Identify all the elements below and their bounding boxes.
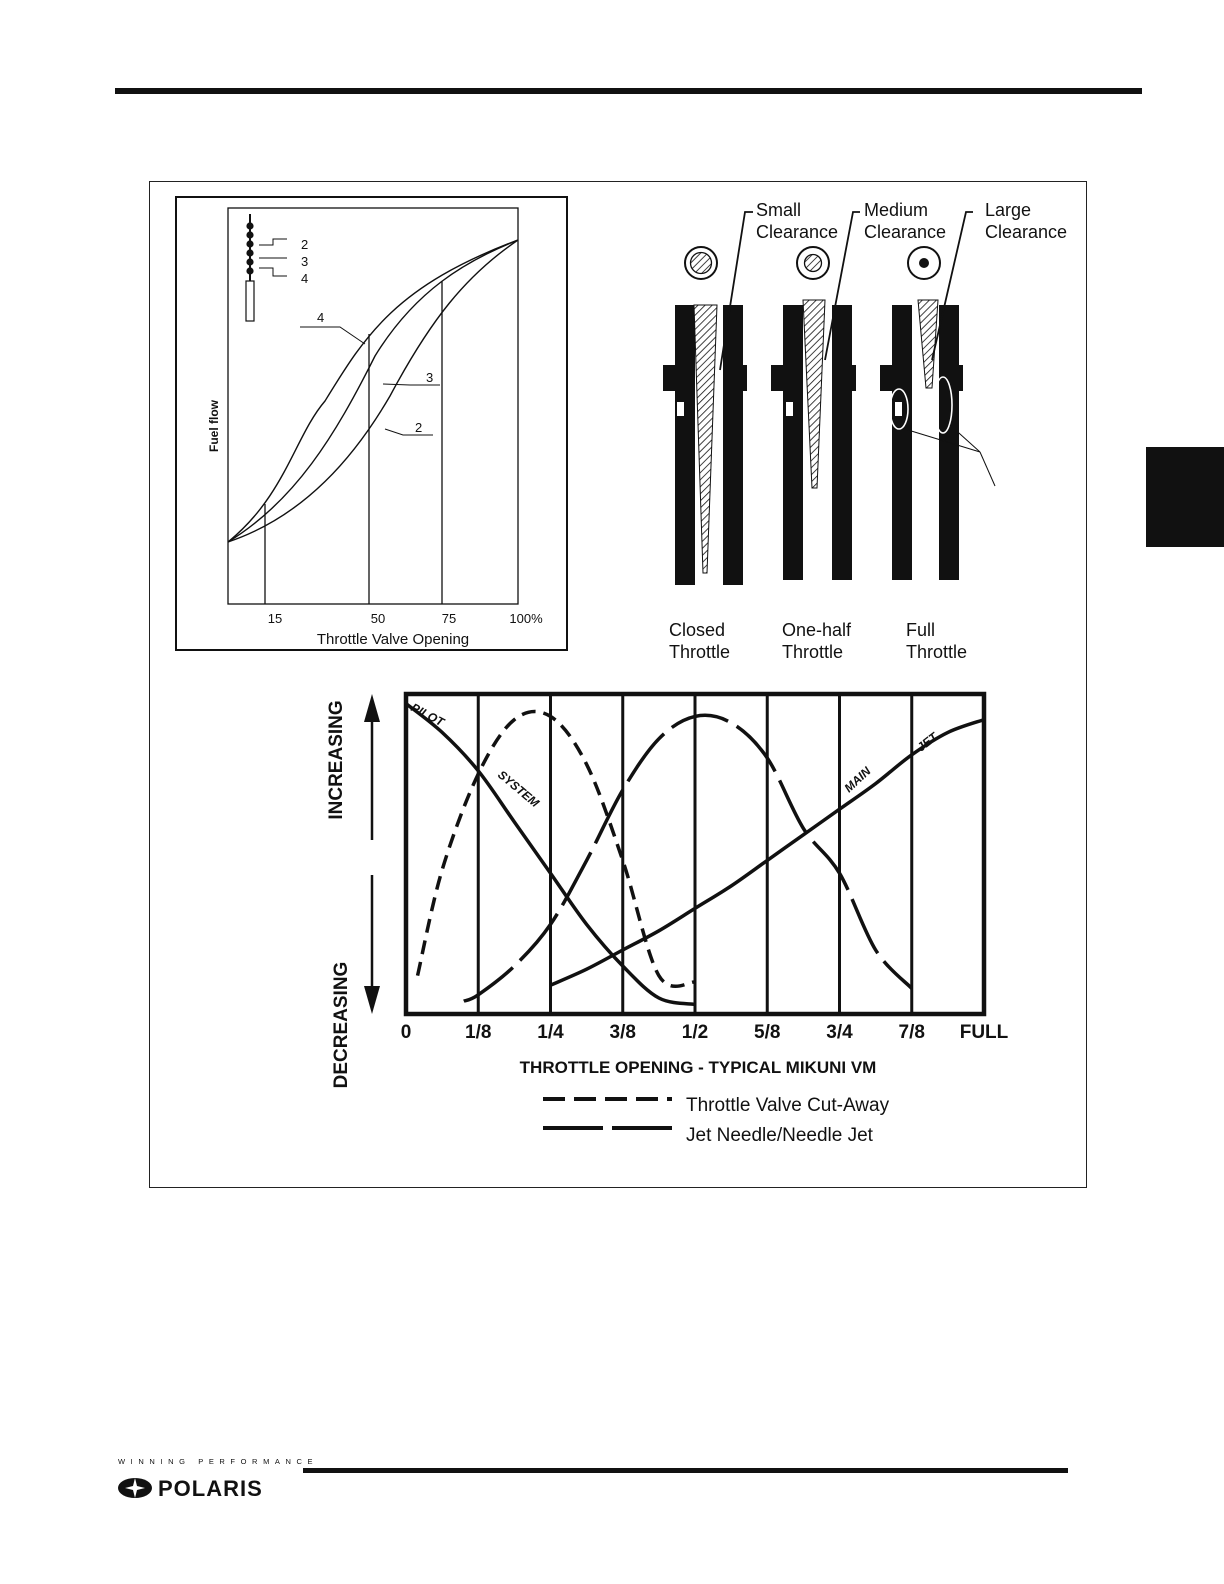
series-line-1: [418, 712, 695, 987]
main-x-label: THROTTLE OPENING - TYPICAL MIKUNI VM: [519, 1058, 877, 1077]
inset-plot-border: [228, 208, 518, 604]
throttle-full-line1: Full: [906, 620, 936, 640]
throttle-closed-line1: Closed: [669, 620, 726, 640]
brand-tagline: WINNING PERFORMANCE: [118, 1457, 319, 1466]
x-tick-label: 3/4: [826, 1022, 853, 1043]
x-tick-label: 1/2: [681, 1022, 709, 1043]
needle-closed-throttle: [663, 247, 747, 585]
x-tick-label: FULL: [959, 1022, 1009, 1043]
x-tick-label: 5/8: [754, 1022, 781, 1043]
x-tick-label: 0: [400, 1022, 412, 1043]
needle-position-arrows: [259, 239, 287, 276]
brand-logo: [116, 1474, 306, 1502]
throttle-half-line2: Throttle: [782, 642, 844, 662]
increasing-arrow: [364, 694, 380, 840]
series-line-2: [464, 715, 912, 1001]
y-label-decreasing: DECREASING: [331, 961, 352, 1089]
label-pilot: PILOT: [408, 700, 447, 730]
throttle-half-line1: One-half: [782, 620, 852, 640]
legend-needle-label: Jet Needle/Needle Jet: [686, 1125, 873, 1146]
curve-label-4: 4: [317, 310, 325, 325]
curve-label-3: 3: [426, 370, 434, 385]
inset-tick-75: 75: [441, 611, 457, 626]
label-jet: JET: [914, 729, 941, 755]
inset-curve-2: [228, 240, 518, 542]
needle-half-throttle: [771, 247, 856, 580]
clearance-small-line2: Clearance: [756, 222, 839, 242]
main-x-ticks: [401, 1022, 1009, 1043]
bottom-rule: [303, 1468, 1068, 1473]
leader-curve-2: [385, 429, 433, 435]
clearance-medium-line2: Clearance: [864, 222, 947, 242]
inset-x-label: Throttle Valve Opening: [316, 631, 470, 648]
inset-tick-15: 15: [267, 611, 283, 626]
inset-tick-50: 50: [370, 611, 386, 626]
label-system: SYSTEM: [495, 767, 542, 811]
throttle-opening-chart: [300, 680, 1020, 1170]
curve-label-2: 2: [415, 420, 423, 435]
brand-name: POLARIS: [158, 1476, 263, 1501]
inset-y-label: Fuel flow: [207, 400, 221, 452]
x-tick-label: 1/4: [537, 1022, 564, 1043]
x-tick-label: 1/8: [465, 1022, 492, 1043]
clearance-small-line1: Small: [756, 200, 802, 220]
clearance-medium-line1: Medium: [864, 200, 929, 220]
needle-icon: [246, 214, 254, 321]
needle-position-4: 4: [301, 271, 309, 286]
label-main: MAIN: [841, 764, 874, 796]
needle-position-2: 2: [301, 237, 309, 252]
inset-tick-100: 100%: [509, 611, 543, 626]
needle-position-3: 3: [301, 254, 309, 269]
polaris-star-icon: [118, 1478, 152, 1498]
section-tab: [1146, 447, 1224, 547]
legend-cutaway-label: Throttle Valve Cut-Away: [686, 1095, 890, 1116]
leader-curve-4: [300, 327, 365, 344]
top-rule: [115, 88, 1142, 94]
needle-full-throttle: [880, 247, 963, 580]
throttle-closed-line2: Throttle: [669, 642, 731, 662]
x-tick-label: 7/8: [898, 1022, 925, 1043]
y-label-increasing: INCREASING: [326, 700, 347, 820]
clearance-large-line2: Clearance: [985, 222, 1068, 242]
throttle-full-line2: Throttle: [906, 642, 968, 662]
needle-clearance-diagram: [650, 190, 1090, 680]
inset-curve-4: [228, 240, 518, 542]
decreasing-arrow: [364, 875, 380, 1014]
inset-curve-3: [228, 240, 518, 542]
clearance-large-line1: Large: [985, 200, 1032, 220]
inset-chart: [175, 196, 568, 651]
x-tick-label: 3/8: [609, 1022, 636, 1043]
main-grid: [478, 694, 912, 1014]
